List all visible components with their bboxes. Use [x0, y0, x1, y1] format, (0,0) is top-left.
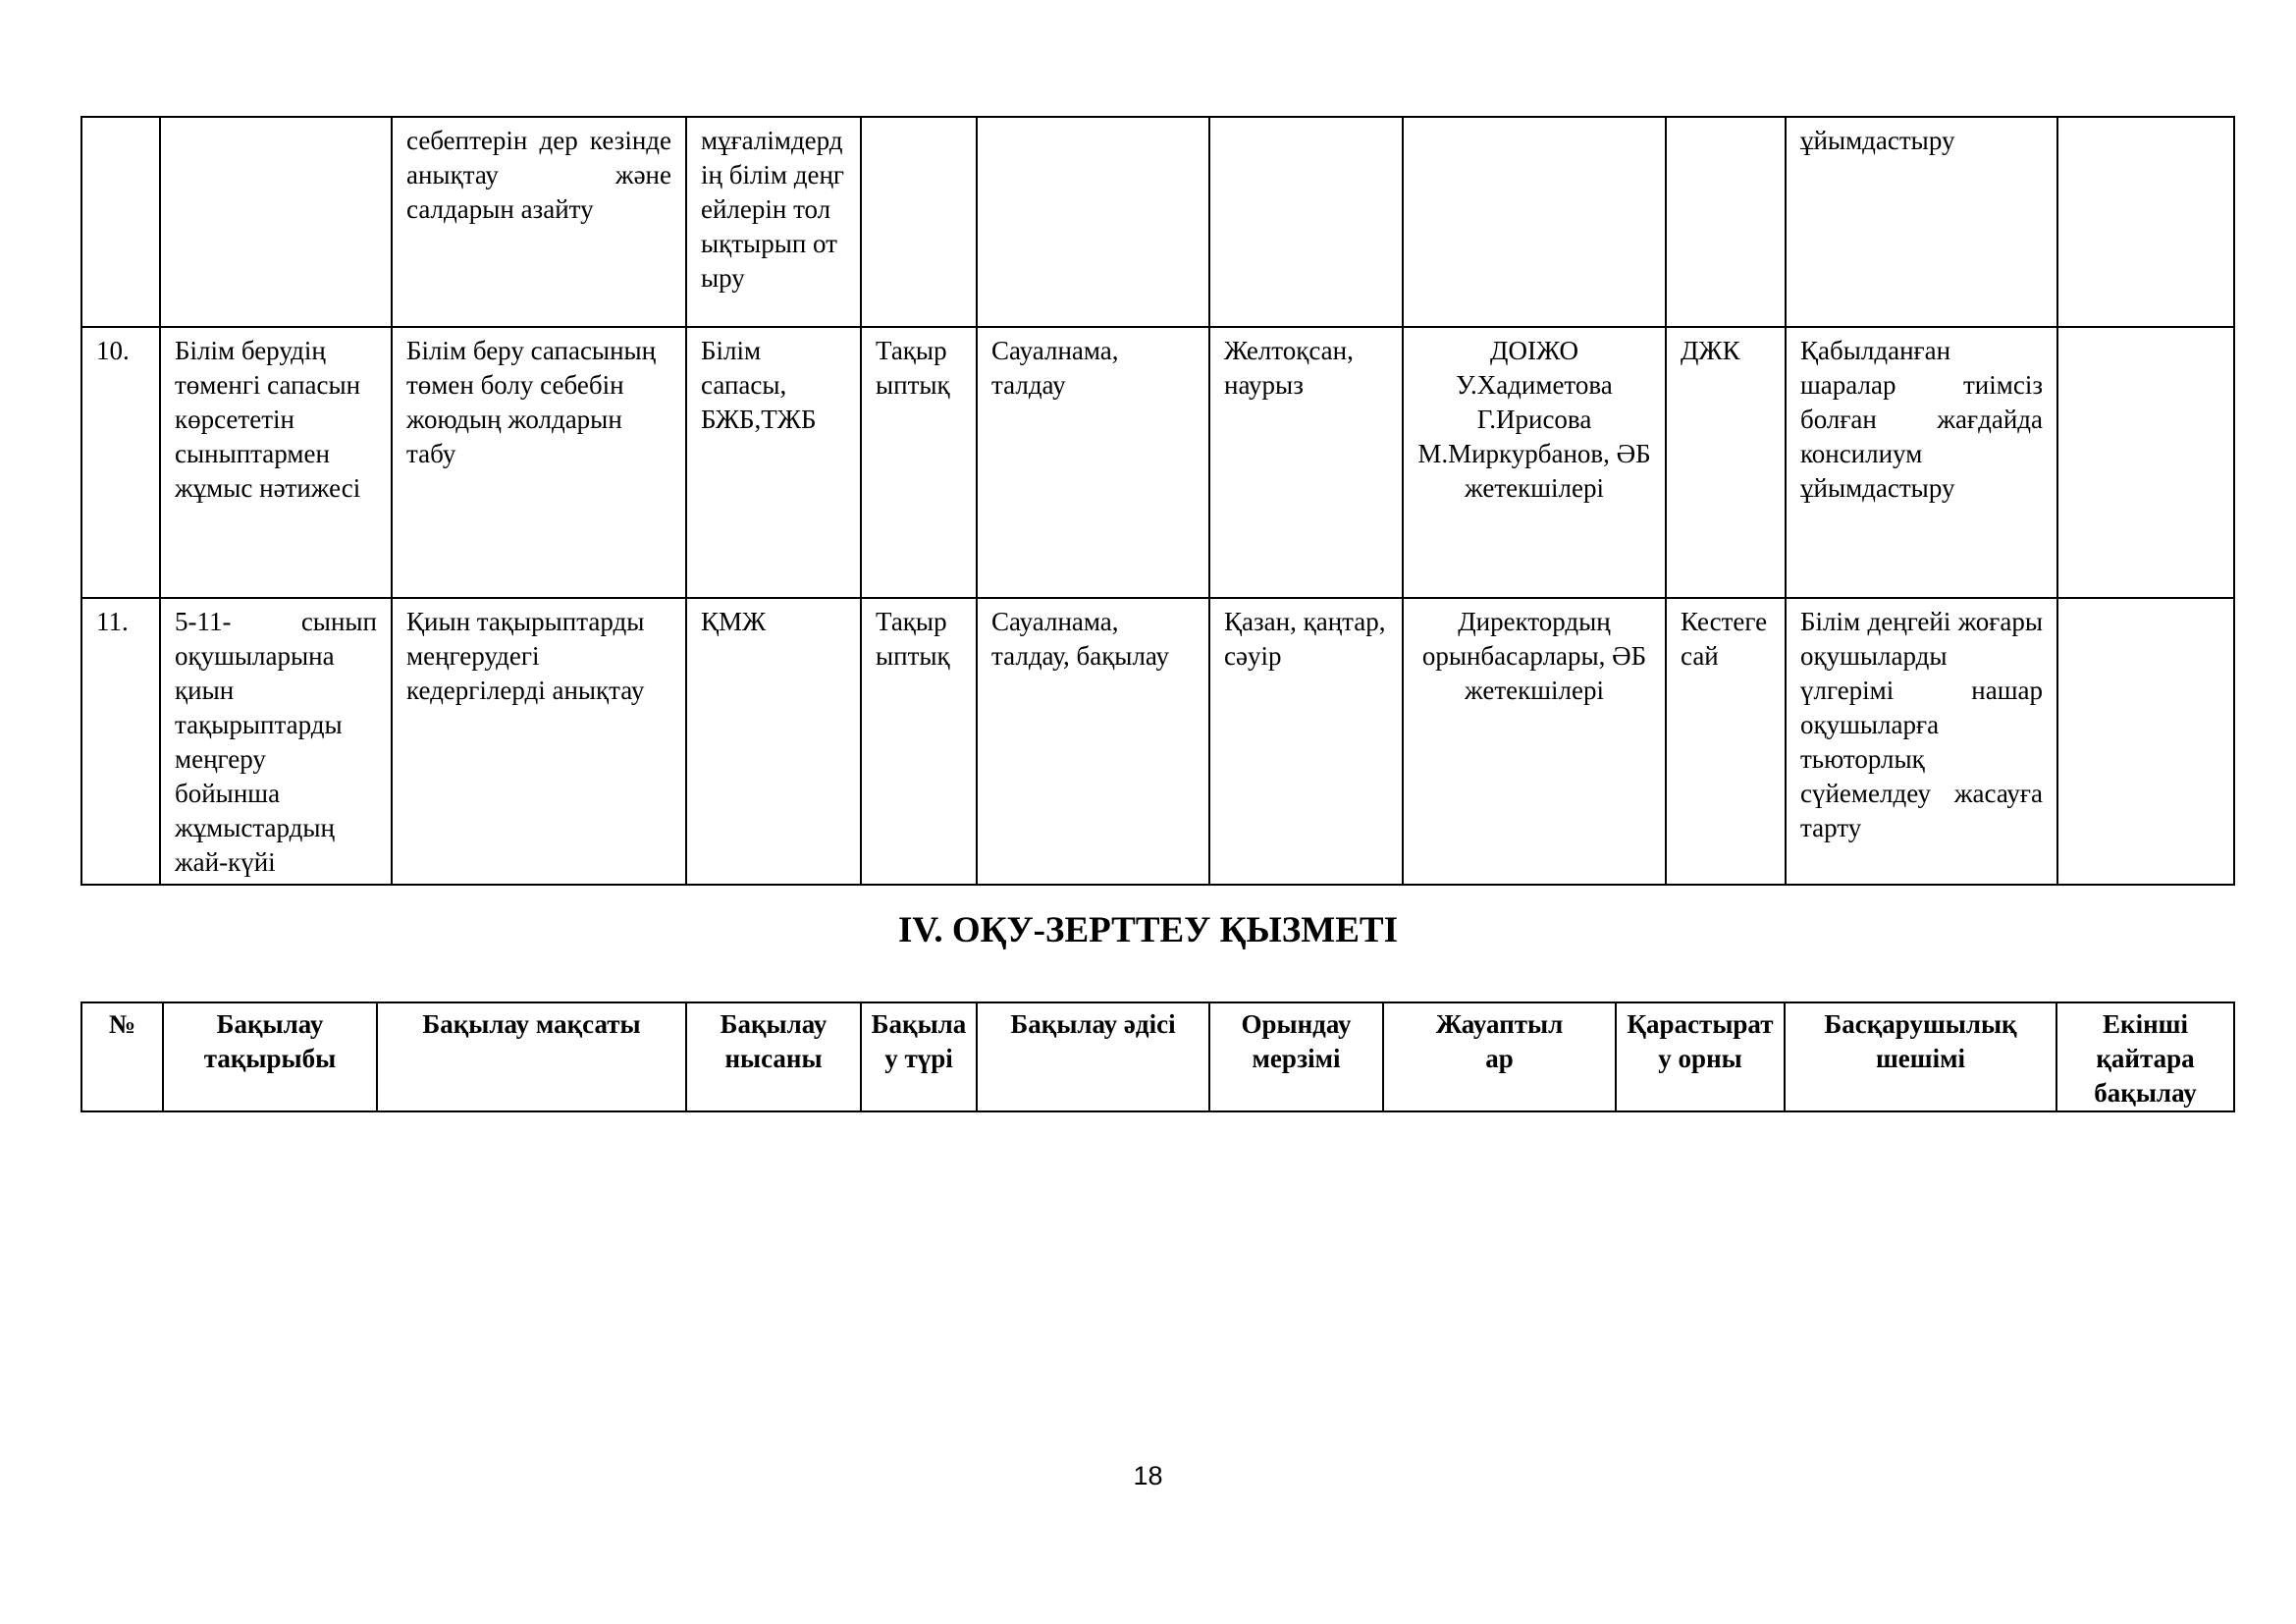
- cell-place: ДЖК: [1666, 327, 1786, 598]
- cell-recheck: [2057, 117, 2234, 327]
- cell-goal: Білім беру сапасының төмен болу себебін жоюдың жолдарын табу: [392, 327, 686, 598]
- cell-num: 11.: [81, 598, 160, 885]
- header-goal: Бақылау мақсаты: [377, 1002, 686, 1111]
- section-title: IV. ОҚУ-ЗЕРТТЕУ ҚЫЗМЕТІ: [897, 910, 1398, 950]
- cell-object: ҚМЖ: [686, 598, 861, 885]
- header-place: Қарастырату орны: [1616, 1002, 1785, 1111]
- cell-term: Қазан, қаңтар, сәуір: [1209, 598, 1403, 885]
- header-topic: Бақылау тақырыбы: [163, 1002, 377, 1111]
- cell-type: Тақырыптық: [861, 327, 977, 598]
- page-number: 18: [1133, 1461, 1163, 1490]
- cell-num: 10.: [81, 327, 160, 598]
- cell-type: [861, 117, 977, 327]
- cell-method: Сауалнама, талдау: [977, 327, 1209, 598]
- header-num: №: [81, 1002, 163, 1111]
- cell-goal: Қиын тақырыптарды меңгерудегі кедергілерді анықтау: [392, 598, 686, 885]
- cell-topic: 5-11- сынып оқушыларына қиын тақырыптарды меңгеру бойынша жұмыстардың жай-күйі: [160, 598, 392, 885]
- header-type: Бақылау түрі: [861, 1002, 977, 1111]
- cell-place: [1666, 117, 1786, 327]
- header-method: Бақылау әдісі: [977, 1002, 1209, 1111]
- cell-term: [1209, 117, 1403, 327]
- cell-topic: Білім берудің төменгі сапасын көрсететін сыныптармен жұмыс нәтижесі: [160, 327, 392, 598]
- cell-method: Сауалнама, талдау, бақылау: [977, 598, 1209, 885]
- cell-responsible: ДОІЖО У.Хадиметова Г.Ирисова М.Миркурбанов, ӘБ жетекшілері: [1403, 327, 1666, 598]
- header-responsible: Жауаптылар: [1383, 1002, 1616, 1111]
- header-decision: Басқарушылық шешімі: [1785, 1002, 2056, 1111]
- table-row: [81, 598, 2234, 885]
- cell-decision: Білім деңгейі жоғары оқушыларды үлгерімі нашар оқушыларға тьюторлық сүйемелдеу жасауға тарту: [1786, 598, 2057, 885]
- cell-place: Кестеге сай: [1666, 598, 1786, 885]
- cell-responsible: Директордың орынбасарлары, ӘБ жетекшілері: [1403, 598, 1666, 885]
- table-header-row: [81, 1002, 2234, 1111]
- cell-num: [81, 117, 160, 327]
- table-row: [81, 117, 2234, 327]
- cell-decision: Қабылданған шаралар тиімсіз болған жағдайда консилиум ұйымдастыру: [1786, 327, 2057, 598]
- cell-recheck: [2057, 327, 2234, 598]
- cell-decision: ұйымдастыру: [1786, 117, 2057, 327]
- cell-object: мұғалімдердің білім деңгейлерін толықтырып отыру: [686, 117, 861, 327]
- header-recheck: Екінші қайтара бақылау: [2056, 1002, 2234, 1111]
- cell-responsible: [1403, 117, 1666, 327]
- cell-recheck: [2057, 598, 2234, 885]
- table-row: [81, 327, 2234, 598]
- cell-method: [977, 117, 1209, 327]
- header-object: Бақылау нысаны: [686, 1002, 861, 1111]
- cell-topic: [160, 117, 392, 327]
- research-activity-table: [80, 1001, 2235, 1112]
- cell-goal: себептерін дер кезінде анықтау және салдарын азайту: [392, 117, 686, 327]
- header-term: Орындау мерзімі: [1209, 1002, 1383, 1111]
- control-plan-table-continued: [80, 116, 2235, 886]
- cell-type: Тақырыптық: [861, 598, 977, 885]
- cell-object: Білім сапасы, БЖБ,ТЖБ: [686, 327, 861, 598]
- cell-term: Желтоқсан, наурыз: [1209, 327, 1403, 598]
